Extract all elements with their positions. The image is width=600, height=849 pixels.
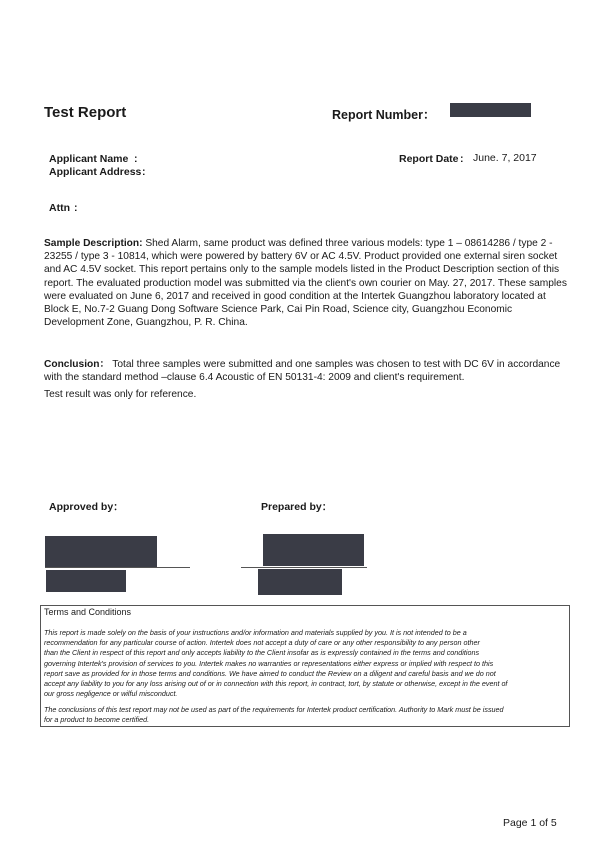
applicant-address-label: Applicant Address <box>49 166 142 178</box>
attn-colon: : <box>74 202 78 214</box>
report-title: Test Report <box>44 104 127 121</box>
page-number: Page 1 of 5 <box>503 817 557 829</box>
preparer-name-redaction <box>258 569 342 595</box>
sample-line-7: Development Zone, Guangzhou, P. R. China. <box>44 317 248 329</box>
conclusion-line-1: Conclusion： Total three samples were submitted and one samples was chosen to test with DC 6V in accordance <box>44 359 561 370</box>
conclusion-note: Test result was only for reference. <box>44 389 197 400</box>
conclusion <box>44 358 568 384</box>
report-number-label: Report Number： <box>332 108 436 122</box>
sample-line-3: and AC 4.5V socket. This report pertains only to the sample models listed in the Product Description section of this <box>44 264 560 276</box>
sample-line-4: report. The evaluated production model was submitted via the client's own courier on May. 27, 2017. These samples <box>44 277 567 289</box>
approved-by-label: Approved by： <box>49 501 124 513</box>
terms-paragraph-1: This report is made solely on the basis of your instructions and/or information and materials supplied by you. It is not intended to be a recommendation for any particular course of action. Intertek does not accept a duty of care or any other responsibility to any person other than the Client in respect of this report and only accepts liability to the Client insofar as is expressly contained in the terms and conditions governing Intertek's provision of services to you. Intertek makes no warranties or representations either express or implied with respect to this report save as provided for in those terms and conditions. We have aimed to conduct the Review on a diligent and careful basis and we do not accept any liability to you for any loss arising out of or in connection with this report, in contract, tort, by statute or otherwise, except in the event of our gross negligence or wilful misconduct. <box>44 628 508 699</box>
sample-description <box>44 237 568 329</box>
conclusion-line-2: with the standard method –clause 6.4 Acoustic of EN 50131-4: 2009 and client's requirement. <box>44 372 465 384</box>
attn-label: Attn <box>49 202 70 214</box>
terms-paragraph-2: The conclusions of this test report may not be used as part of the requirements for Intertek product certification. Authority to Mark must be issued for a product to become certified. <box>44 705 504 725</box>
sample-line-2: 23255 / type 3 - 10814, which were powered by battery 6V or AC 4.5V. Product provided one external siren socket <box>44 251 558 263</box>
applicant-name-colon: : <box>134 153 138 165</box>
sample-line-1: Sample Description: Shed Alarm, same product was defined three various models: type 1 – 08614286 / type 2 - <box>44 238 553 249</box>
applicant-address-colon: : <box>142 166 146 178</box>
applicant-name-label: Applicant Name <box>49 153 129 165</box>
terms-title: Terms and Conditions <box>44 607 132 617</box>
report-date-label: Report Date <box>399 153 459 165</box>
report-date-colon: : <box>460 153 464 165</box>
approver-name-redaction <box>46 570 126 592</box>
approver-signature-line <box>45 567 190 568</box>
sample-line-5: were evaluated on June 6, 2017 and received in good condition at the Intertek Guangzhou laboratory located at <box>44 290 546 302</box>
report-number-redaction <box>450 103 531 117</box>
preparer-signature-line <box>241 567 367 568</box>
sample-line-6: Block E, No.7-2 Guang Dong Software Science Park, Cai Pin Road, Science city, Guangzhou Economic <box>44 304 513 316</box>
approver-signature-redaction <box>45 536 157 567</box>
conclusion-label: Conclusion： <box>44 359 110 370</box>
report-date-value: June. 7, 2017 <box>473 152 537 164</box>
sample-description-label: Sample Description: <box>44 238 143 249</box>
prepared-by-label: Prepared by： <box>261 501 333 513</box>
preparer-signature-redaction <box>263 534 364 566</box>
